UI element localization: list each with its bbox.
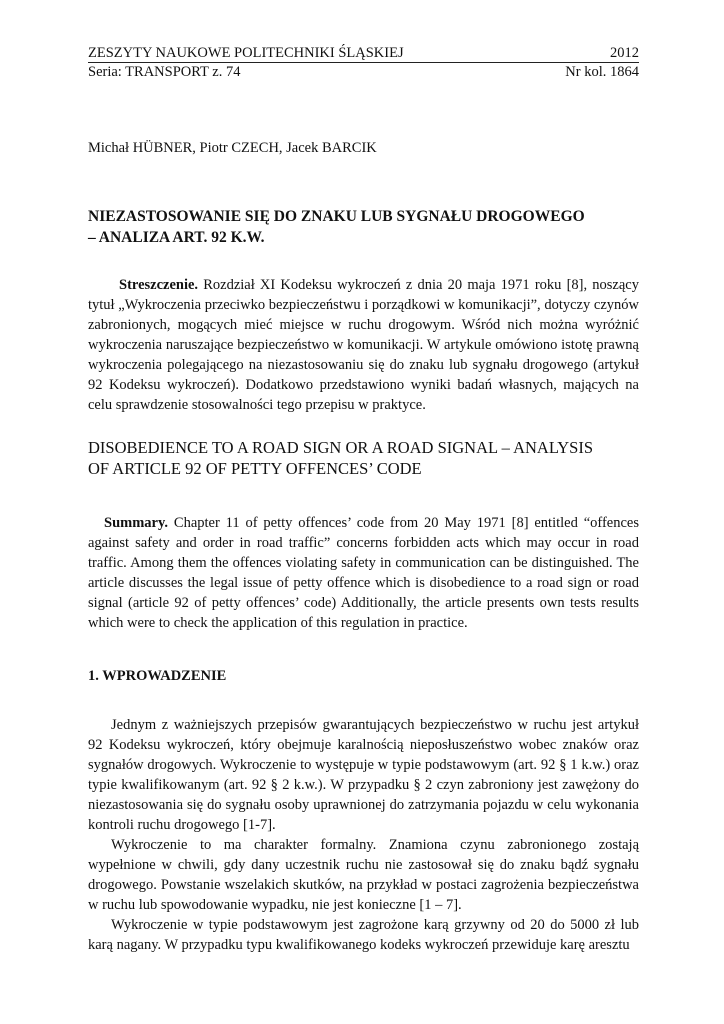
issue-number: Nr kol. 1864 [565, 64, 639, 80]
body-paragraph: Jednym z ważniejszych przepisów gwarantujących bezpieczeństwo w ruchu jest artykuł 92 Kodeksu wykroczeń, który obejmuje karalnością nieposłuszeństwo wobec znaków oraz sygnałów drogowych. Wykroczenie to występuje w typie podstawowym (art. 92 § 1 k.w.) oraz typie kwalifikowanym (art. 92 § 2 k.w.). W przypadku § 2 czyn zabroniony jest zawężony do niezastosowania się do sygnału osoby uprawnionej do zatrzymania pojazdu w celu wykonania kontroli ruchu drogowego [1-7]. [88, 717, 639, 833]
paper-title-polish [88, 206, 639, 248]
section-body [88, 715, 639, 955]
body-paragraph: Wykroczenie w typie podstawowym jest zagrożone karą grzywny od 20 do 5000 zł lub karą nagany. W przypadku typu kwalifikowanego kodeks wykroczeń przewiduje karę aresztu [88, 917, 639, 953]
abstract-en-lead: Summary. [104, 515, 169, 531]
header-rule [88, 62, 639, 63]
authors: Michał HÜBNER, Piotr CZECH, Jacek BARCIK [88, 140, 377, 156]
abstract-en-text: Chapter 11 of petty offences’ code from 20 May 1971 [8] entitled “offences against safety and order in road traffic” concerns forbidden acts which may occur in road traffic. Among them the offences violating safety in communication can be distinguished. The article discusses the legal issue of petty offence which is disobedience to a road sign or road signal (article 92 of petty offences’ code) Additionally, the article presents own tests results which were to check the application of this regulation in practice. [88, 515, 639, 631]
title-en-line: OF ARTICLE 92 OF PETTY OFFENCES’ CODE [88, 459, 422, 478]
title-pl-line: – ANALIZA ART. 92 K.W. [88, 229, 265, 246]
title-en-line: DISOBEDIENCE TO A ROAD SIGN OR A ROAD SIGNAL – ANALYSIS [88, 438, 594, 457]
journal-name: ZESZYTY NAUKOWE POLITECHNIKI ŚLĄSKIEJ [88, 45, 404, 61]
series: Seria: TRANSPORT z. 74 [88, 64, 241, 80]
section-heading: 1. WPROWADZENIE [88, 668, 227, 684]
title-pl-line: NIEZASTOSOWANIE SIĘ DO ZNAKU LUB SYGNAŁU DROGOWEGO [88, 208, 585, 225]
abstract-pl-text: Rozdział XI Kodeksu wykroczeń z dnia 20 maja 1971 roku [8], noszący tytuł „Wykroczenia przeciwko bezpieczeństwu i porządkowi w komunikacji”, dotyczy czynów zabronionych, mogących mieć miejsce w ruchu drogowym. Wśród nich można wyróżnić wykroczenia naruszające bezpieczeństwo w komunikacji. W artykule omówiono istotę prawną wykroczenia polegającego na niezastosowaniu się do znaku lub sygnału drogowego (artykuł 92 Kodeksu wykroczeń). Dodatkowo przedstawiono wyniki badań własnych, mających na celu sprawdzenie stosowalności tego przepisu w praktyce. [88, 277, 639, 413]
journal-year: 2012 [610, 45, 639, 61]
running-header [88, 45, 639, 61]
abstract-polish [88, 275, 639, 415]
series-line [88, 64, 639, 80]
abstract-english [88, 513, 639, 633]
abstract-pl-lead: Streszczenie. [119, 277, 199, 293]
paper-title-english [88, 437, 639, 479]
body-paragraph: Wykroczenie to ma charakter formalny. Znamiona czynu zabronionego zostają wypełnione w chwili, gdy dany uczestnik ruchu nie zastosował się do znaku bądź sygnału drogowego. Powstanie wszelakich skutków, na przykład w postaci zagrożenia bezpieczeństwa w ruchu lub spowodowanie wypadku, nie jest konieczne [1 – 7]. [88, 837, 639, 913]
